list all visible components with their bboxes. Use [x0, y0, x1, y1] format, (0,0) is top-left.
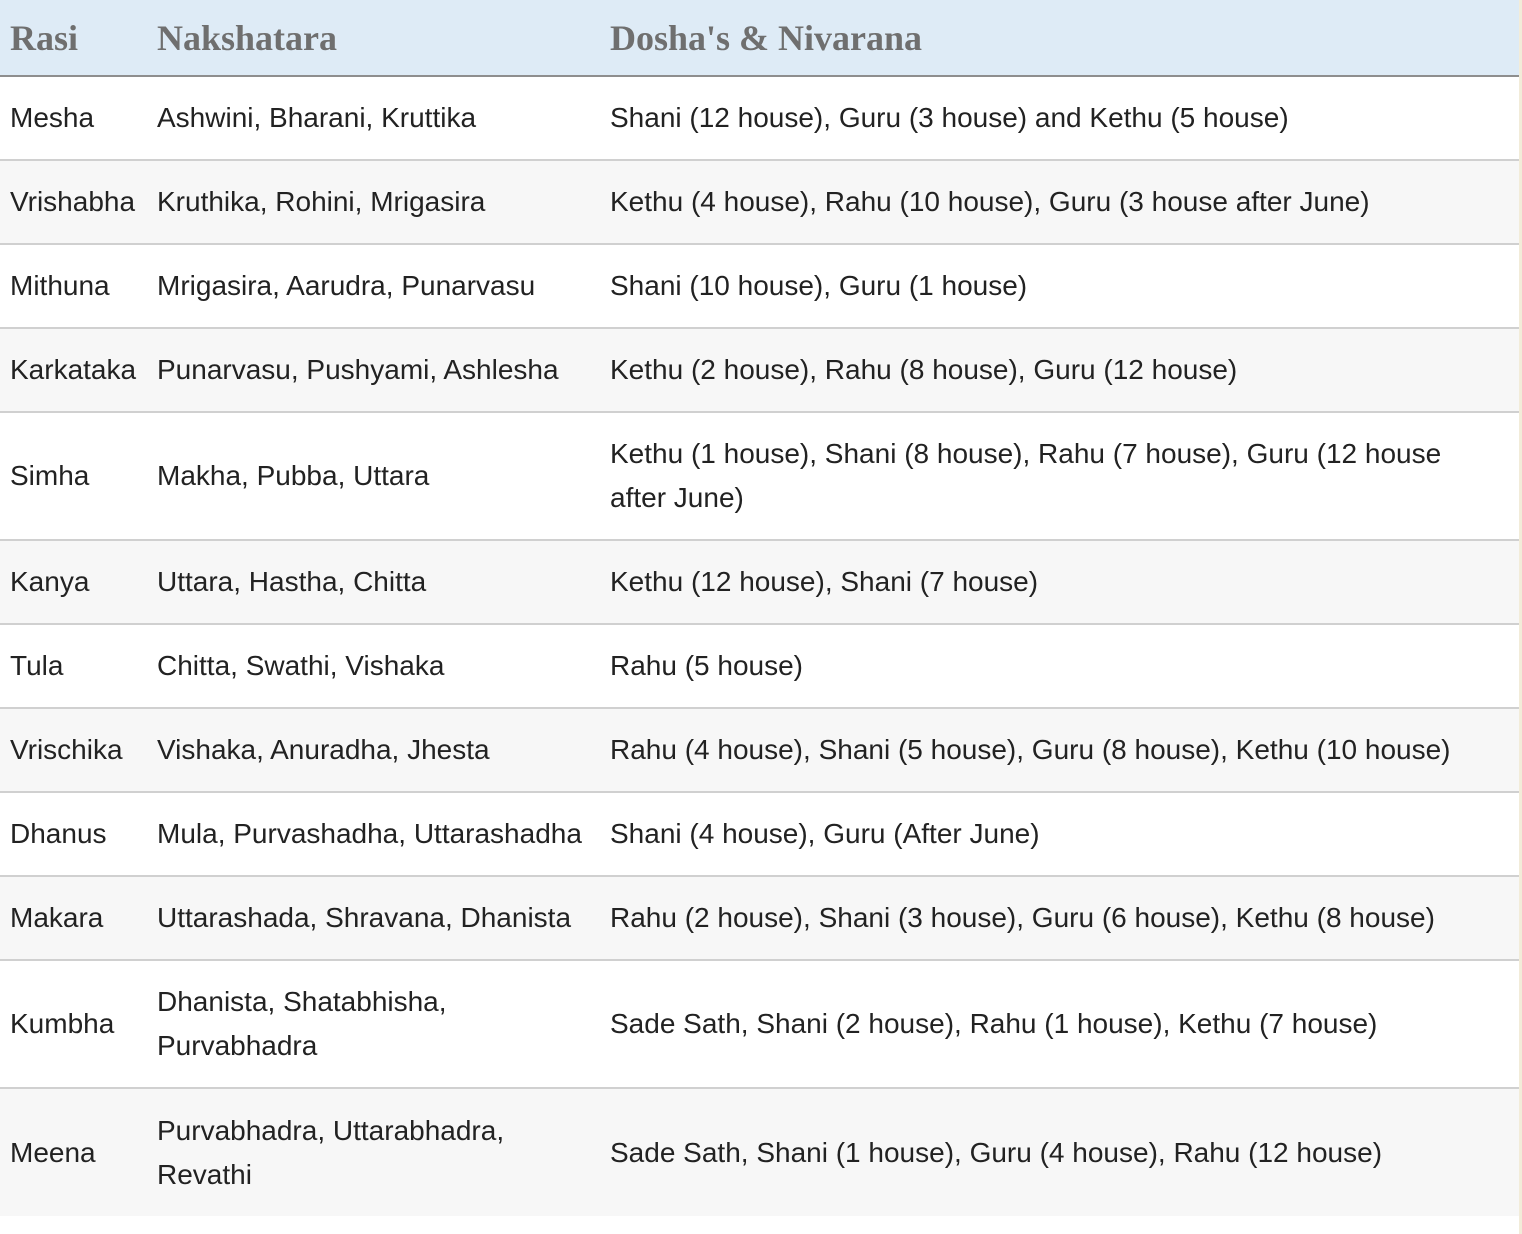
table-row [0, 1088, 1519, 1216]
dosha-cell: Sade Sath, Shani (1 house), Guru (4 house), Rahu (12 house) [610, 1136, 1383, 1168]
nakshatara-cell: Vishaka, Anuradha, Jhesta [147, 708, 600, 792]
rasi-cell: Mithuna [0, 244, 147, 328]
rasi-cell: Vrischika [0, 708, 147, 792]
table-row [0, 76, 1519, 160]
rasi-cell: Dhanus [0, 792, 147, 876]
dosha-cell: Rahu (5 house) [600, 624, 1519, 708]
nakshatara-cell: Makha, Pubba, Uttara [147, 412, 600, 540]
table-row [0, 876, 1519, 960]
table-header [0, 0, 1519, 76]
dosha-cell: Kethu (1 house), Shani (8 house), Rahu (7 house), Guru (12 house after June) [600, 412, 1519, 540]
rasi-cell: Kanya [0, 540, 147, 624]
dosha-cell: Shani (10 house), Guru (1 house) [600, 244, 1519, 328]
header-rasi: Rasi [0, 0, 147, 76]
rasi-cell: Mesha [0, 76, 147, 160]
table-row [0, 328, 1519, 412]
table-row [0, 412, 1519, 540]
table-row [0, 708, 1519, 792]
nakshatara-cell: Kruthika, Rohini, Mrigasira [147, 160, 600, 244]
table-row [0, 160, 1519, 244]
header-row [0, 0, 1519, 76]
header-nakshatara: Nakshatara [147, 0, 600, 76]
header-dosha-nivarana: Dosha's & Nivarana [600, 0, 1519, 76]
table-row [0, 792, 1519, 876]
rasi-cell: Karkataka [0, 328, 147, 412]
nakshatara-cell: Uttarashada, Shravana, Dhanista [147, 876, 600, 960]
table-row [0, 244, 1519, 328]
dosha-cell: Kethu (12 house), Shani (7 house) [600, 540, 1519, 624]
dosha-cell: Rahu (4 house), Shani (5 house), Guru (8 house), Kethu (10 house) [600, 708, 1519, 792]
rasi-cell: Tula [0, 624, 147, 708]
nakshatara-cell: Mula, Purvashadha, Uttarashadha [147, 792, 600, 876]
dosha-cell: Shani (4 house), Guru (After June) [600, 792, 1519, 876]
rasi-cell: Makara [0, 876, 147, 960]
rasi-cell: Kumbha [0, 960, 147, 1088]
table-body [0, 76, 1519, 1216]
nakshatara-cell: Purvabhadra, Uttarabhadra, Revathi [157, 1114, 505, 1190]
nakshatara-cell: Dhanista, Shatabhisha, Purvabhadra [147, 960, 600, 1088]
nakshatara-cell: Mrigasira, Aarudra, Punarvasu [147, 244, 600, 328]
rasi-cell: Meena [10, 1136, 96, 1168]
nakshatara-cell: Uttara, Hastha, Chitta [147, 540, 600, 624]
dosha-cell: Kethu (2 house), Rahu (8 house), Guru (12 house) [600, 328, 1519, 412]
nakshatara-cell: Punarvasu, Pushyami, Ashlesha [147, 328, 600, 412]
table-row [0, 624, 1519, 708]
table-row [0, 960, 1519, 1088]
nakshatara-cell: Chitta, Swathi, Vishaka [147, 624, 600, 708]
dosha-cell: Sade Sath, Shani (2 house), Rahu (1 house), Kethu (7 house) [600, 960, 1519, 1088]
rasi-cell: Vrishabha [0, 160, 147, 244]
dosha-cell: Kethu (4 house), Rahu (10 house), Guru (3 house after June) [600, 160, 1519, 244]
nakshatara-cell: Ashwini, Bharani, Kruttika [147, 76, 600, 160]
table-row [0, 540, 1519, 624]
dosha-cell: Shani (12 house), Guru (3 house) and Kethu (5 house) [600, 76, 1519, 160]
dosha-cell: Rahu (2 house), Shani (3 house), Guru (6 house), Kethu (8 house) [600, 876, 1519, 960]
rasi-cell: Simha [0, 412, 147, 540]
